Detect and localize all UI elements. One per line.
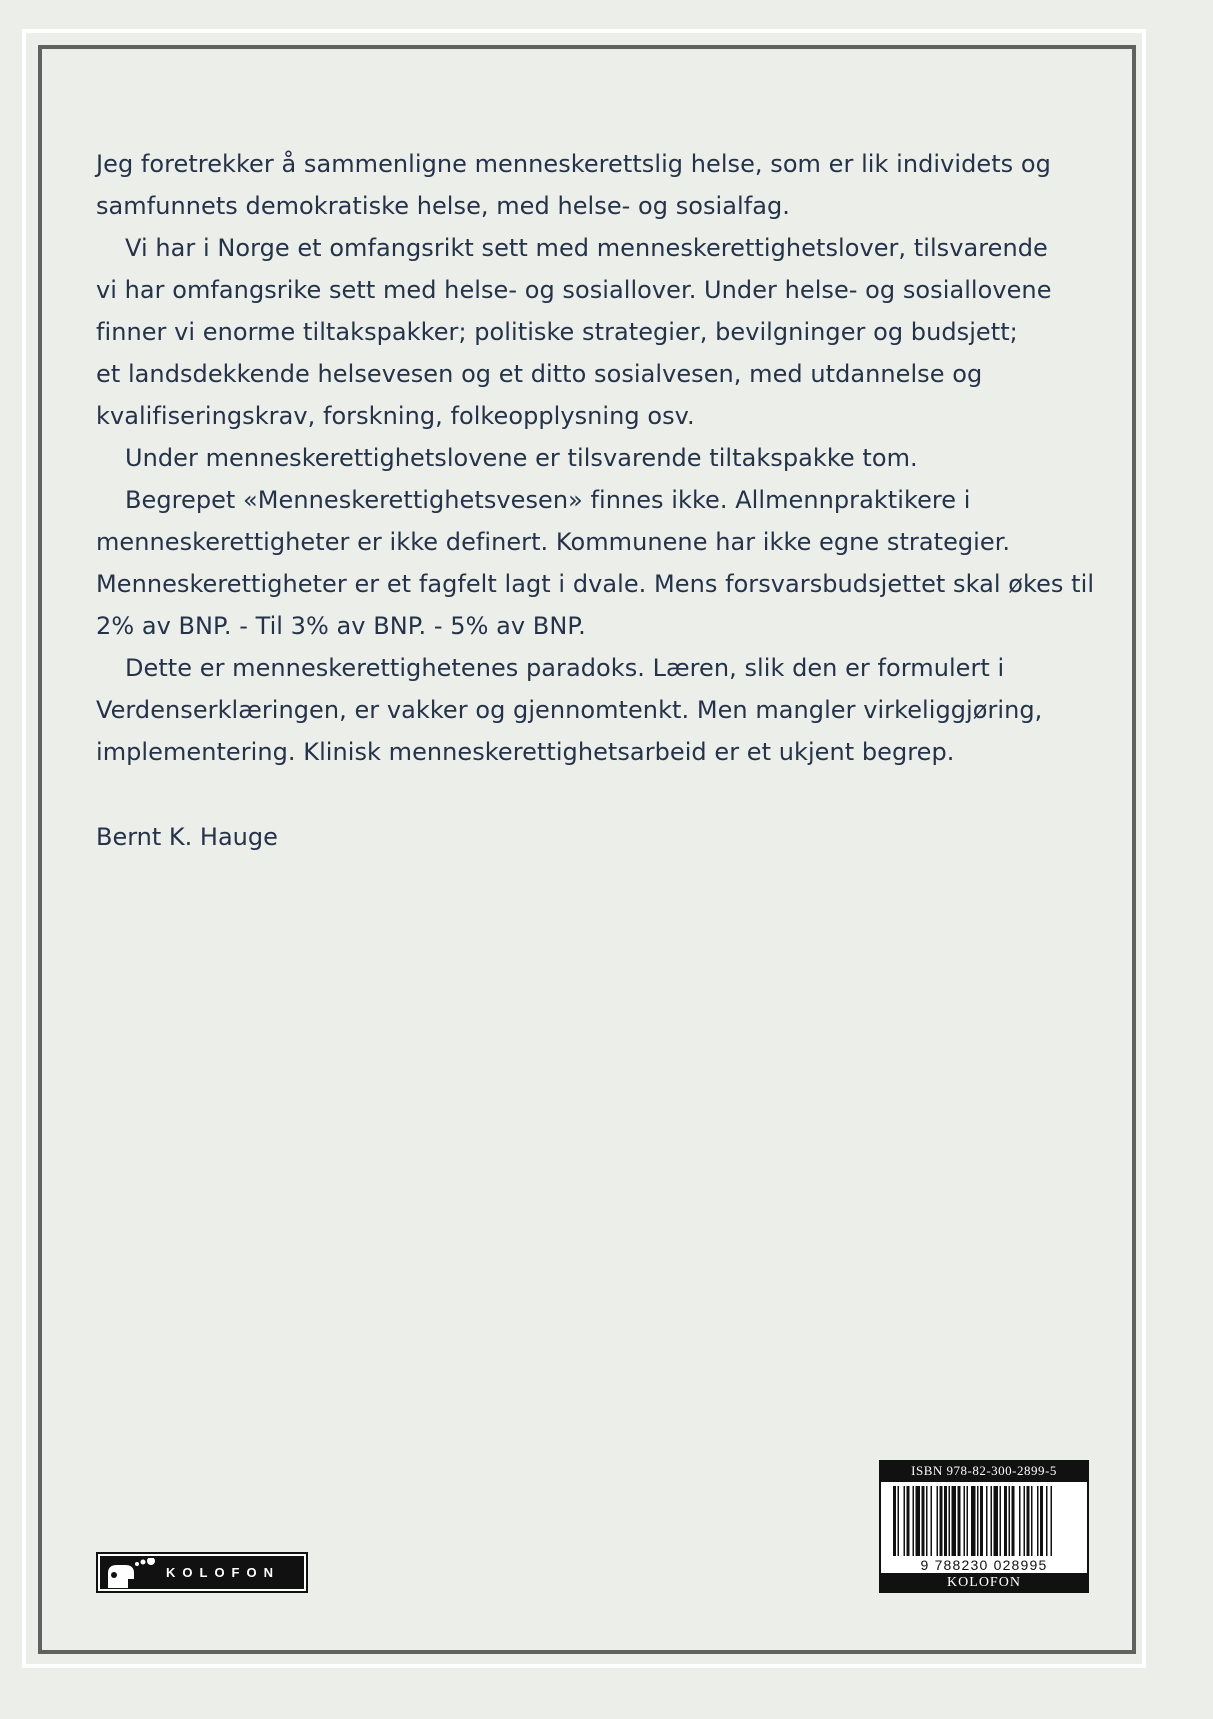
body-text [96,143,1095,773]
barcode-bar [1040,1486,1043,1556]
barcode-bar [991,1486,993,1556]
barcode-bar [1012,1486,1015,1556]
barcode-bar [1000,1486,1002,1556]
text-line: Verdenserklæringen, er vakker og gjennomtenkt. Men mangler virkeliggjøring, [96,696,1043,724]
barcode-bar [1027,1486,1030,1556]
text-line: Menneskerettigheter er et fagfelt lagt i dvale. Mens forsvarsbudsjettet skal økes til [96,570,1095,598]
barcode-bar [937,1486,939,1556]
text-line: menneskerettigheter er ikke definert. Kommunene har ikke egne strategier. [96,528,1011,556]
paragraph-5 [96,647,1086,773]
barcode-bar [949,1486,951,1556]
publisher-logo-badge [100,1556,304,1589]
barcode-bar [944,1486,947,1556]
barcode-bar [898,1486,900,1556]
barcode-bar [1037,1486,1039,1556]
barcode-bar [1004,1486,1007,1556]
publisher-logo-text: KOLOFON [166,1565,280,1580]
barcode-bar [994,1486,999,1556]
barcode-bar [907,1486,910,1556]
barcode-bar [958,1486,961,1556]
barcode-bar [893,1486,896,1556]
barcode-bar [1046,1486,1048,1556]
text-line: Begrepet «Menneskerettighetsvesen» finnes ikke. Allmennpraktikere i [125,486,971,514]
barcode-bar [967,1486,969,1556]
barcode-bar [922,1486,925,1556]
text-line: Dette er menneskerettighetenes paradoks. Læren, slik den er formulert i [125,654,1005,682]
barcode-bar [940,1486,943,1556]
barcode-bar [931,1486,933,1556]
barcode-publisher: KOLOFON [947,1575,1021,1590]
publisher-logo [96,1552,308,1593]
text-line: vi har omfangsrike sett med helse- og sosiallover. Under helse- og sosiallovene [96,276,1052,304]
barcode-bar [952,1486,957,1556]
text-line: Vi har i Norge et omfangsrikt sett med menneskerettighetslover, tilsvarende [125,234,1048,262]
barcode-bar [980,1486,983,1556]
barcode-bar [1031,1486,1033,1556]
barcode-bar [1019,1486,1021,1556]
text-line: 2% av BNP. - Til 3% av BNP. - 5% av BNP. [96,612,586,640]
paragraph-1 [96,143,1086,227]
text-line: et landsdekkende helsevesen og et ditto sosialvesen, med utdannelse og [96,360,983,388]
barcode-bar [916,1486,921,1556]
text-line: Jeg foretrekker å sammenligne menneskerettslig helse, som er lik individets og [96,150,1051,178]
author-signature: Bernt K. Hauge [96,823,278,851]
barcode-bar [904,1486,906,1556]
barcode-bar [1024,1486,1026,1556]
barcode-area [881,1482,1087,1573]
kolofon-logo-icon [104,1558,158,1588]
text-line: samfunnets demokratiske helse, med helse- og sosialfag. [96,192,790,220]
text-line: Under menneskerettighetslovene er tilsvarende tiltakspakke tom. [125,444,918,472]
barcode-digits: 9 788230 028995 [920,1557,1048,1573]
barcode-bar [964,1486,966,1556]
barcode-bar [926,1486,928,1556]
barcode-bar [1051,1486,1053,1556]
text-line: finner vi enorme tiltakspakker; politiske strategier, bevilgninger og budsjett; [96,318,1018,346]
barcode-bar [913,1486,915,1556]
paragraph-4 [96,479,1095,647]
isbn-barcode [879,1460,1089,1593]
paragraph-3 [96,437,1086,479]
barcode-bar [971,1486,976,1556]
barcode-bar [1009,1486,1011,1556]
isbn-number: ISBN 978-82-300-2899-5 [911,1463,1057,1478]
text-line: implementering. Klinisk menneskerettighetsarbeid er et ukjent begrep. [96,738,955,766]
text-line: kvalifiseringskrav, forskning, folkeopplysning osv. [96,402,695,430]
paragraph-2 [96,227,1086,437]
barcode-bar [986,1486,988,1556]
barcode-bar [977,1486,979,1556]
